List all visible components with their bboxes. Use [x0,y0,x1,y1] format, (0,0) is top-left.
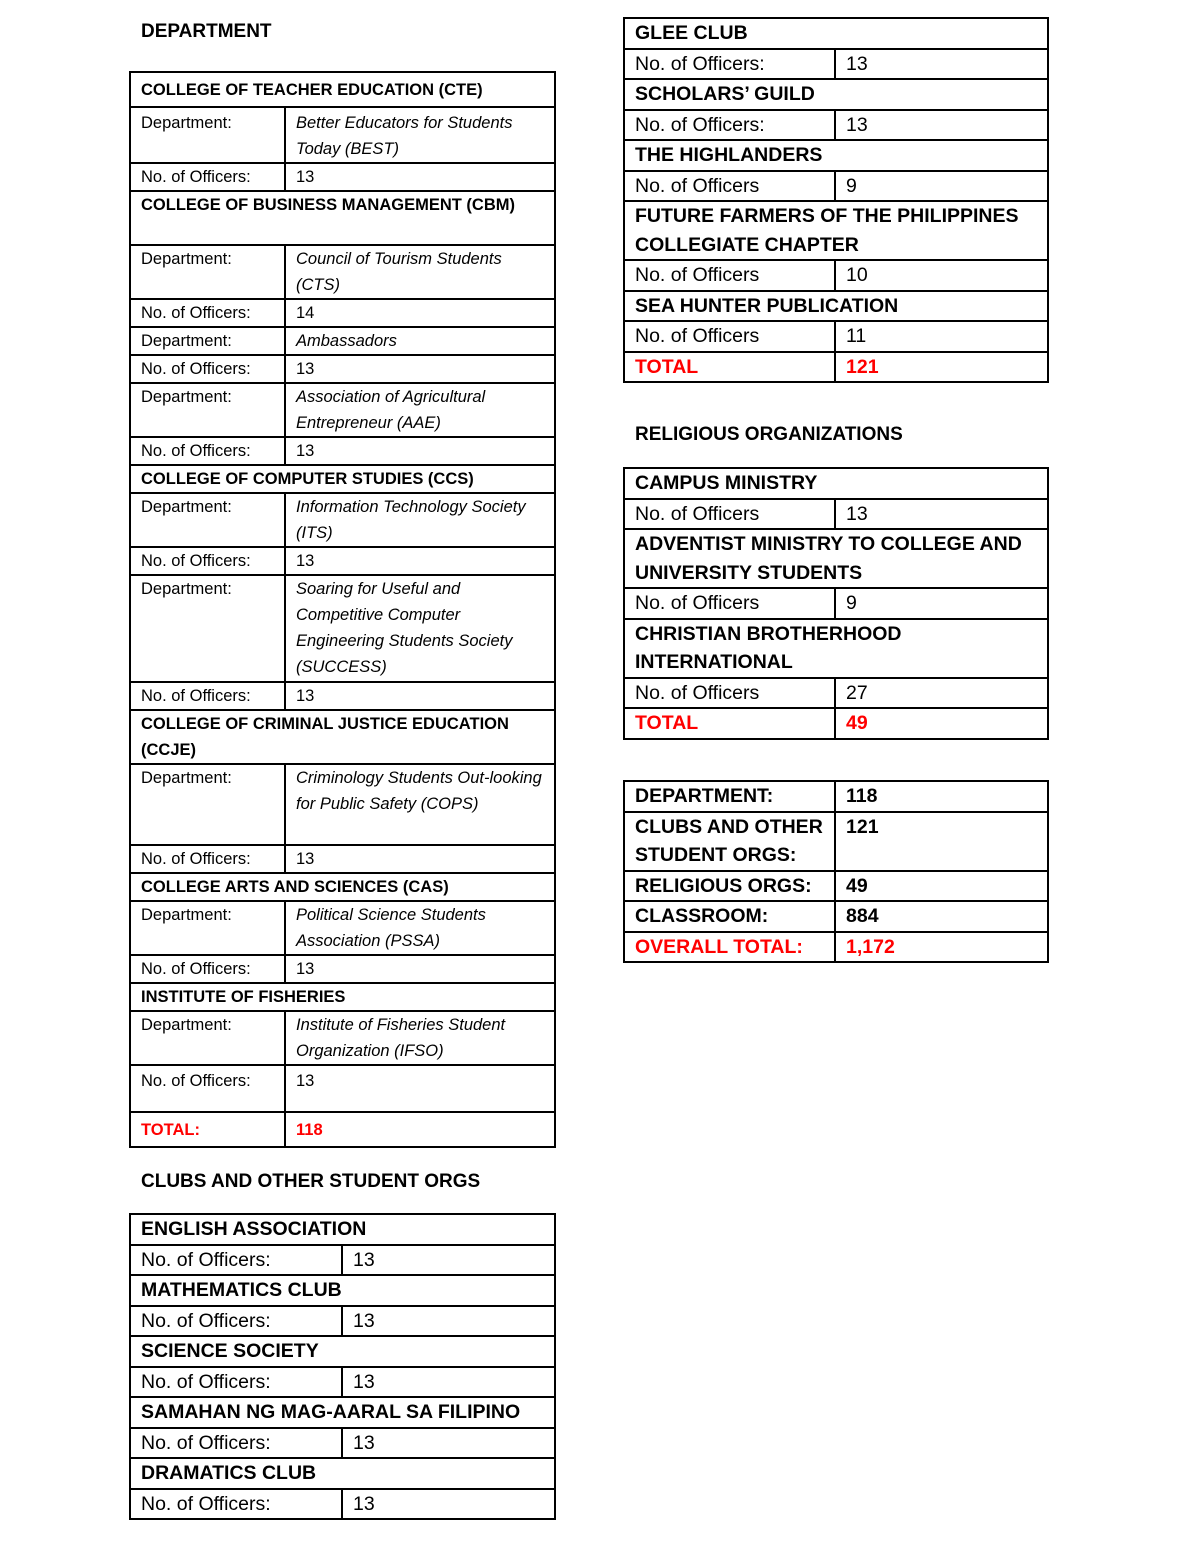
summary-row [624,901,1048,932]
overall-total-label: OVERALL TOTAL: [624,932,835,963]
officers-count: 13 [835,49,1048,80]
total-row [624,352,1048,383]
department-row [130,107,555,163]
college-row [130,983,555,1011]
club-name: FUTURE FARMERS OF THE PHILIPPINES COLLEGIATE CHAPTER [624,201,1048,260]
officers-count: 13 [342,1428,555,1459]
officers-count: 13 [285,355,555,383]
summary-label: DEPARTMENT: [624,781,835,812]
summary-row [624,781,1048,812]
officers-label: No. of Officers: [130,355,285,383]
club-name-row [624,201,1048,260]
college-name: COLLEGE ARTS AND SCIENCES (CAS) [130,873,555,901]
college-row [130,72,555,107]
officers-count: 13 [285,547,555,575]
officers-label: No. of Officers: [130,437,285,465]
total-value: 121 [835,352,1048,383]
officers-row [130,1428,555,1459]
club-name-row [624,79,1048,110]
department-label: Department: [130,575,285,682]
officers-label: No. of Officers: [130,1065,285,1112]
club-name: SEA HUNTER PUBLICATION [624,291,1048,322]
college-name: COLLEGE OF BUSINESS MANAGEMENT (CBM) [130,191,555,245]
department-row [130,764,555,845]
officers-label: No. of Officers: [130,955,285,983]
officers-row [130,845,555,873]
college-name: COLLEGE OF TEACHER EDUCATION (CTE) [130,72,555,107]
religious-org-name: CAMPUS MINISTRY [624,468,1048,499]
total-value: 118 [285,1112,555,1147]
total-row [624,708,1048,739]
summary-label: CLUBS AND OTHER STUDENT ORGS: [624,812,835,871]
officers-label: No. of Officers: [130,1428,342,1459]
total-row [130,1112,555,1147]
department-label: Department: [130,107,285,163]
religious-name-row [624,529,1048,588]
department-org-name: Better Educators for Students Today (BEST) [285,107,555,163]
summary-value: 49 [835,871,1048,902]
department-row [130,1011,555,1065]
club-name-row [130,1214,555,1245]
department-label: Department: [130,383,285,437]
officers-row [130,437,555,465]
club-name: THE HIGHLANDERS [624,140,1048,171]
officers-row [624,171,1048,202]
officers-label: No. of Officers [624,588,835,619]
officers-row [624,49,1048,80]
department-org-name: Institute of Fisheries Student Organization (IFSO) [285,1011,555,1065]
department-org-name: Information Technology Society (ITS) [285,493,555,547]
summary-label: RELIGIOUS ORGS: [624,871,835,902]
department-org-name: Soaring for Useful and Competitive Computer Engineering Students Society (SUCCESS) [285,575,555,682]
officers-label: No. of Officers [624,499,835,530]
department-label: Department: [130,493,285,547]
club-name: SCIENCE SOCIETY [130,1336,555,1367]
department-row [130,575,555,682]
religious-org-name: ADVENTIST MINISTRY TO COLLEGE AND UNIVERSITY STUDENTS [624,529,1048,588]
officers-row [624,499,1048,530]
officers-count: 10 [835,260,1048,291]
total-label: TOTAL [624,352,835,383]
college-row [130,873,555,901]
overall-total-value: 1,172 [835,932,1048,963]
officers-label: No. of Officers: [130,845,285,873]
officers-row [130,1306,555,1337]
officers-row [130,299,555,327]
officers-label: No. of Officers: [130,1489,342,1520]
college-row [130,191,555,245]
total-value: 49 [835,708,1048,739]
department-label: Department: [130,245,285,299]
summary-value: 121 [835,812,1048,871]
officers-row [130,547,555,575]
officers-label: No. of Officers [624,321,835,352]
officers-row [624,110,1048,141]
department-label: Department: [130,764,285,845]
officers-count: 13 [342,1489,555,1520]
club-name: ENGLISH ASSOCIATION [130,1214,555,1245]
officers-label: No. of Officers [624,678,835,709]
club-name-row [624,291,1048,322]
department-org-name: Ambassadors [285,327,555,355]
officers-label: No. of Officers: [130,547,285,575]
club-name-row [624,18,1048,49]
department-org-name: Association of Agricultural Entrepreneur (AAE) [285,383,555,437]
officers-count: 13 [342,1367,555,1398]
club-name: GLEE CLUB [624,18,1048,49]
summary-row [624,812,1048,871]
officers-label: No. of Officers: [130,299,285,327]
club-name-row [130,1275,555,1306]
officers-count: 9 [835,171,1048,202]
officers-label: No. of Officers: [624,110,835,141]
religious-org-name: CHRISTIAN BROTHERHOOD INTERNATIONAL [624,619,1048,678]
officers-count: 14 [285,299,555,327]
club-name-row [130,1397,555,1428]
college-name: INSTITUTE OF FISHERIES [130,983,555,1011]
religious-table [623,467,1049,740]
officers-row [130,1489,555,1520]
officers-count: 13 [285,1065,555,1112]
officers-row [130,1065,555,1112]
club-name-row [130,1458,555,1489]
college-name: COLLEGE OF CRIMINAL JUSTICE EDUCATION (CCJE) [130,710,555,764]
department-org-name: Criminology Students Out-looking for Public Safety (COPS) [285,764,555,845]
officers-label: No. of Officers: [130,1245,342,1276]
officers-row [624,678,1048,709]
total-label: TOTAL: [130,1112,285,1147]
officers-count: 13 [285,163,555,191]
officers-row [130,1245,555,1276]
officers-count: 13 [285,845,555,873]
officers-row [624,321,1048,352]
club-name-row [624,140,1048,171]
clubs-heading: CLUBS AND OTHER STUDENT ORGS [141,1171,481,1192]
club-name: MATHEMATICS CLUB [130,1275,555,1306]
department-row [130,901,555,955]
total-label: TOTAL [624,708,835,739]
officers-count: 13 [285,955,555,983]
officers-row [130,163,555,191]
club-name: SCHOLARS’ GUILD [624,79,1048,110]
college-name: COLLEGE OF COMPUTER STUDIES (CCS) [130,465,555,493]
summary-label: CLASSROOM: [624,901,835,932]
officers-row [130,682,555,710]
officers-label: No. of Officers [624,171,835,202]
department-row [130,327,555,355]
officers-count: 13 [342,1245,555,1276]
department-table [129,71,556,1148]
summary-row [624,871,1048,902]
officers-label: No. of Officers: [130,682,285,710]
summary-value: 884 [835,901,1048,932]
summary-value: 118 [835,781,1048,812]
officers-row [624,260,1048,291]
officers-count: 13 [285,437,555,465]
officers-count: 11 [835,321,1048,352]
department-org-name: Council of Tourism Students (CTS) [285,245,555,299]
club-name: DRAMATICS CLUB [130,1458,555,1489]
officers-row [624,588,1048,619]
department-heading: DEPARTMENT [141,21,272,42]
department-row [130,383,555,437]
department-row [130,245,555,299]
clubs-table-left [129,1213,556,1520]
officers-count: 13 [342,1306,555,1337]
officers-label: No. of Officers: [130,1367,342,1398]
department-label: Department: [130,901,285,955]
officers-count: 9 [835,588,1048,619]
club-name-row [130,1336,555,1367]
department-label: Department: [130,327,285,355]
club-name: SAMAHAN NG MAG-AARAL SA FILIPINO [130,1397,555,1428]
college-row [130,710,555,764]
religious-name-row [624,468,1048,499]
officers-count: 27 [835,678,1048,709]
religious-heading: RELIGIOUS ORGANIZATIONS [635,424,903,445]
officers-count: 13 [285,682,555,710]
officers-count: 13 [835,110,1048,141]
department-row [130,493,555,547]
officers-label: No. of Officers: [130,163,285,191]
officers-row [130,355,555,383]
officers-label: No. of Officers [624,260,835,291]
officers-row [130,955,555,983]
department-label: Department: [130,1011,285,1065]
college-row [130,465,555,493]
overall-total-row [624,932,1048,963]
religious-name-row [624,619,1048,678]
officers-label: No. of Officers: [624,49,835,80]
clubs-table-right [623,17,1049,383]
officers-row [130,1367,555,1398]
officers-count: 13 [835,499,1048,530]
department-org-name: Political Science Students Association (PSSA) [285,901,555,955]
officers-label: No. of Officers: [130,1306,342,1337]
summary-table [623,780,1049,963]
